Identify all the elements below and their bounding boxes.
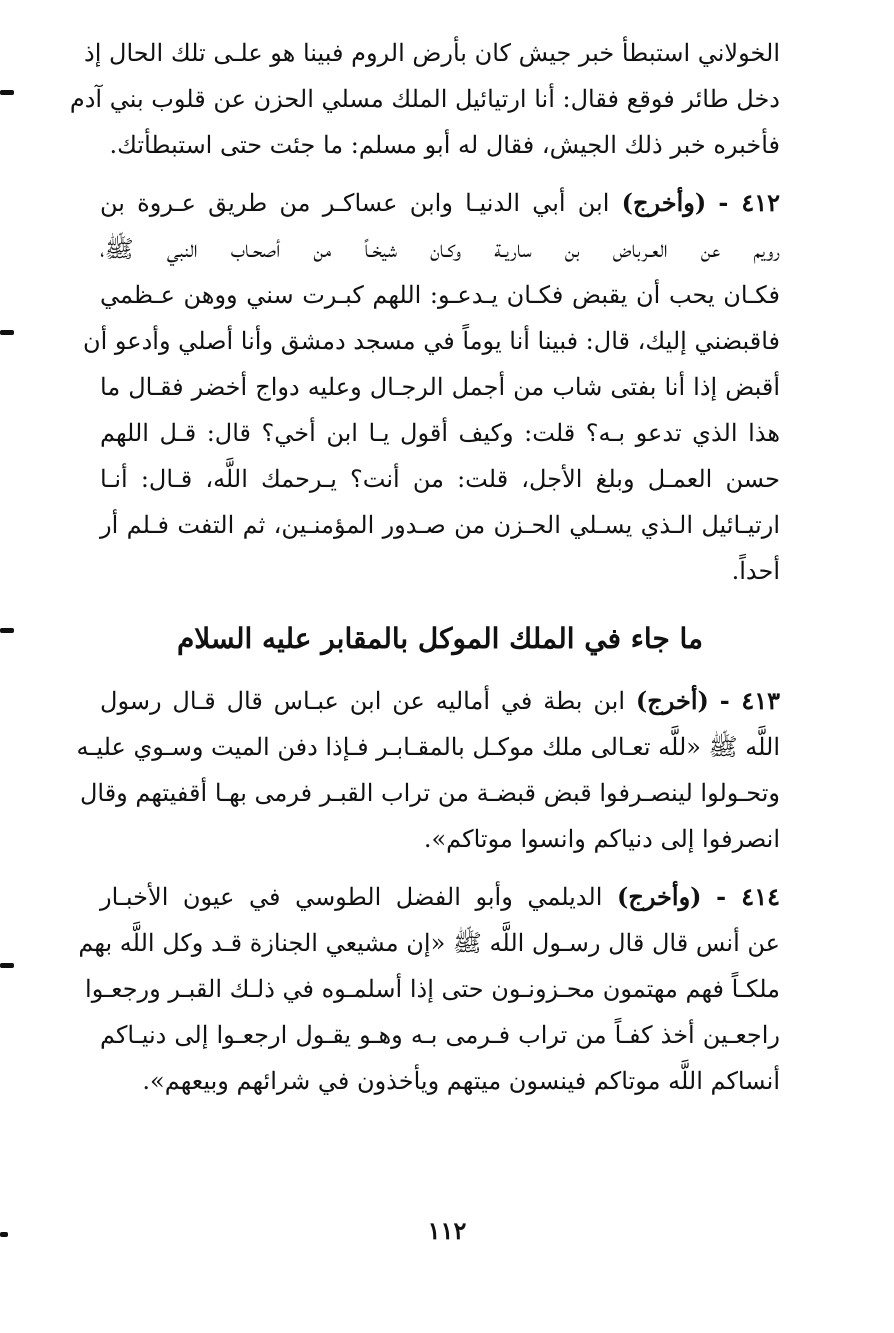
hadith-number: ٤١٤ -	[716, 882, 780, 911]
paragraph-continuation	[69, 30, 780, 168]
scan-edge-mark	[0, 90, 14, 95]
scan-edge-mark	[0, 1232, 8, 1237]
text-line: فكـان يحب أن يقبض فكـان يـدعـو: اللهم كبـرت سني ووهن عـظمي	[100, 281, 780, 309]
text-line: دخل طائر فوقع فقال: أنا ارتيائيل الملك مسلي الحزن عن قلوب بني آدم	[69, 85, 780, 113]
text-line: أقبض إذا أنا بفتى شاب من أجمل الرجـال وعليه دواج أخضر فقـال ما	[100, 373, 780, 401]
text-line: فأخبره خبر ذلك الجيش، فقال له أبو مسلم: ما جئت حتى استبطأتك.	[109, 131, 780, 159]
narration-keyword: (وأخرج)	[616, 882, 702, 911]
text-line: أحداً.	[731, 557, 780, 585]
paragraph-413	[76, 678, 780, 862]
scan-edge-mark	[0, 628, 14, 633]
text-line: انصرفوا إلى دنياكم وانسوا موتاكم».	[423, 825, 780, 853]
hadith-number: ٤١٣ -	[719, 686, 780, 715]
paragraph-414	[78, 874, 780, 1104]
text-line: هذا الذي تدعو بـه؟ قلت: وكيف أقول يـا ابن أخي؟ قال: قـل اللهم	[100, 419, 780, 447]
text-line: اللَّه ﷺ «للَّه تعـالى ملك موكـل بالمقـابـر فـإذا دفن الميت وسـوي عليـه	[76, 733, 780, 761]
text-line: ارتيـائيل الـذي يسـلي الحـزن من صـدور المؤمنـين، ثم التفت فـلم أر	[100, 511, 780, 539]
scan-edge-mark	[0, 963, 14, 968]
text-line	[100, 874, 780, 920]
narration-keyword: (وأخرج)	[621, 188, 707, 217]
section-heading: ما جاء في الملك الموكل بالمقابر عليه السلام	[176, 622, 704, 655]
text-line: الخولاني استبطأ خبر جيش كان بأرض الروم فبينا هو علـى تلك الحال إذ	[84, 39, 780, 67]
text-segment: ابن بطة في أماليه عن ابن عبـاس قال قـال رسول	[100, 687, 625, 715]
text-line: ملكـاً فهم مهتمون محـزونـون حتى إذا أسلمـوه في ذلـك القبـر ورجعـوا	[85, 975, 780, 1003]
hadith-number: ٤١٢ -	[718, 188, 781, 217]
scan-edge-mark	[0, 330, 14, 335]
text-line	[100, 180, 780, 226]
paragraph-412	[82, 180, 781, 594]
page-body	[69, 30, 781, 1116]
text-segment: الديلمي وأبو الفضل الطوسي في عيون الأخبـار	[100, 883, 603, 911]
text-line: حسن العمـل وبلغ الأجل، قلت: من أنت؟ يـرحمك اللَّه، قـال: أنـا	[100, 465, 780, 493]
narration-keyword: (أخرج)	[635, 686, 709, 715]
text-line: وتحـولوا لينصـرفوا قبض قبضـة من تراب القبـر فرمى بهـا أقفيتهم وقال	[79, 779, 780, 807]
text-line	[100, 678, 780, 724]
text-segment: ابن أبي الدنيـا وابن عساكـر من طريق عـروة بن	[100, 189, 610, 217]
text-line: رويم عن العـرباض بن ساريـة وكـان شيخـاً من أصحـاب النبي ﷺ،	[100, 235, 780, 263]
page-number: ١١٢	[427, 1216, 467, 1245]
text-line: راجعـين أخذ كفـاً من تراب فـرمى بـه وهـو يقـول ارجعـوا إلى دنيـاكم	[100, 1021, 780, 1049]
text-line: أنساكم اللَّه موتاكم فينسون ميتهم ويأخذون في شرائهم وبيعهم».	[142, 1067, 780, 1095]
text-line: عن أنس قال قال رسـول اللَّه ﷺ «إن مشيعي الجنازة قـد وكل اللَّه بهم	[78, 929, 780, 957]
text-line: فاقبضني إليك، قال: فبينا أنا يوماً في مسجد دمشق وأنا أصلي وأدعو أن	[82, 327, 780, 355]
